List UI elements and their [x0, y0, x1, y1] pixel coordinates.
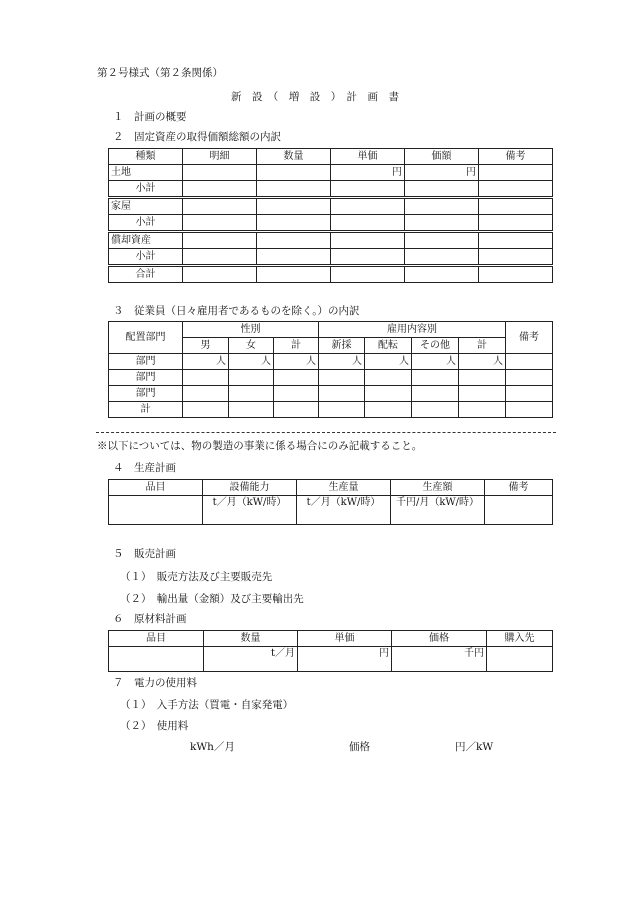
header-hire: 雇用内容別: [319, 322, 506, 338]
table-cell[interactable]: [183, 402, 229, 418]
price-label: 価格: [349, 741, 370, 753]
unit-person-label: 人: [319, 354, 365, 370]
section-7-heading: ７ 電力の使用料: [113, 677, 197, 689]
header-item: 品目: [109, 631, 204, 647]
table-row: [109, 232, 553, 249]
table-cell[interactable]: [274, 386, 319, 402]
table-cell[interactable]: [506, 402, 553, 418]
row-label: 部門: [109, 386, 183, 402]
section-4-heading: ４ 生産計画: [113, 462, 176, 474]
table-cell[interactable]: [506, 354, 553, 370]
table-cell[interactable]: [506, 386, 553, 402]
table-cell[interactable]: [412, 370, 459, 386]
table-cell[interactable]: [257, 215, 331, 232]
unit-label: 千円/月（kW/時）: [391, 496, 485, 525]
table-cell[interactable]: [183, 181, 257, 198]
table-cell[interactable]: [405, 232, 479, 249]
table-cell[interactable]: [405, 266, 479, 283]
header-output: 生産量: [297, 480, 391, 496]
table-cell[interactable]: [479, 198, 553, 215]
sub-transfer: 配転: [365, 338, 412, 354]
row-label: 部門: [109, 370, 183, 386]
table-cell[interactable]: [183, 370, 229, 386]
table-cell[interactable]: [459, 402, 506, 418]
yen-per-kw-label: 円／kW: [455, 741, 494, 753]
power-usage-item: （２） 使用料: [120, 720, 189, 732]
table-row: [109, 354, 553, 370]
header-capacity: 設備能力: [203, 480, 297, 496]
table-cell[interactable]: [183, 249, 257, 266]
sub-male: 男: [183, 338, 229, 354]
table-cell[interactable]: [257, 249, 331, 266]
employee-table: [108, 321, 553, 418]
unit-label: 千円: [392, 647, 487, 672]
table-cell[interactable]: [274, 402, 319, 418]
table-cell[interactable]: [479, 249, 553, 266]
table-cell[interactable]: [331, 249, 405, 266]
table-cell[interactable]: [319, 402, 365, 418]
table-cell[interactable]: [479, 266, 553, 283]
employee-header-row: [109, 322, 553, 338]
row-label: 小計: [109, 215, 183, 232]
table-cell[interactable]: [183, 386, 229, 402]
header-price: 価格: [392, 631, 487, 647]
row-label: 計: [109, 402, 183, 418]
table-cell[interactable]: [183, 198, 257, 215]
table-cell[interactable]: [459, 386, 506, 402]
table-row: [109, 165, 553, 181]
section-3-heading: ３ 従業員（日々雇用者であるものを除く。）の内訳: [113, 305, 360, 317]
table-cell[interactable]: [506, 370, 553, 386]
table-cell[interactable]: [229, 386, 274, 402]
table-row: [109, 266, 553, 283]
table-cell[interactable]: [412, 402, 459, 418]
fixed-asset-table: [108, 148, 553, 283]
sub-new-hire: 新採: [319, 338, 365, 354]
unit-person-label: 人: [365, 354, 412, 370]
table-row: [109, 198, 553, 215]
unit-person-label: 人: [229, 354, 274, 370]
row-label: 家屋: [109, 198, 183, 215]
table-cell[interactable]: [405, 249, 479, 266]
table-cell[interactable]: [365, 386, 412, 402]
header-kind: 種類: [109, 149, 183, 165]
sub-total: 計: [459, 338, 506, 354]
table-cell[interactable]: [109, 647, 204, 672]
header-supplier: 購入先: [487, 631, 553, 647]
table-cell[interactable]: [459, 370, 506, 386]
fixed-asset-header-row: [109, 149, 553, 165]
row-label: 小計: [109, 249, 183, 266]
header-remarks: 備考: [479, 149, 553, 165]
table-cell[interactable]: [257, 198, 331, 215]
manufacturing-note: ※以下については、物の製造の事業に係る場合にのみ記載すること。: [97, 440, 423, 452]
table-cell[interactable]: [487, 647, 553, 672]
sub-other: その他: [412, 338, 459, 354]
header-remarks: 備考: [506, 322, 553, 354]
header-unit-price: 単価: [298, 631, 392, 647]
production-header-row: [109, 480, 553, 496]
unit-person-label: 人: [412, 354, 459, 370]
table-cell[interactable]: [331, 266, 405, 283]
header-remarks: 備考: [485, 480, 553, 496]
table-row: [109, 386, 553, 402]
table-cell[interactable]: [412, 386, 459, 402]
table-cell[interactable]: [405, 198, 479, 215]
row-label: 部門: [109, 354, 183, 370]
header-amount: 価額: [405, 149, 479, 165]
table-cell[interactable]: [257, 266, 331, 283]
header-gender: 性別: [183, 322, 319, 338]
header-quantity: 数量: [204, 631, 298, 647]
sub-total: 計: [274, 338, 319, 354]
export-item: （２） 輸出量（金額）及び主要輸出先: [120, 593, 304, 605]
row-label: 小計: [109, 181, 183, 198]
table-cell[interactable]: [405, 215, 479, 232]
table-cell[interactable]: [479, 232, 553, 249]
table-row: [109, 496, 553, 525]
table-row: [109, 370, 553, 386]
header-detail: 明細: [183, 149, 257, 165]
unit-person-label: 人: [183, 354, 229, 370]
table-cell[interactable]: [331, 215, 405, 232]
table-cell[interactable]: [183, 165, 257, 181]
section-6-heading: ６ 原材料計画: [113, 613, 187, 625]
sub-female: 女: [229, 338, 274, 354]
table-row: [109, 249, 553, 266]
table-cell[interactable]: [183, 232, 257, 249]
unit-yen-label: 円: [331, 165, 405, 181]
section-1-heading: １ 計画の概要: [113, 111, 187, 123]
row-label: 土地: [109, 165, 183, 181]
dashed-divider: [96, 432, 556, 433]
table-cell[interactable]: [229, 402, 274, 418]
table-cell[interactable]: [479, 181, 553, 198]
header-item: 品目: [109, 480, 203, 496]
section-2-heading: ２ 固定資産の取得価額総額の内訳: [113, 131, 281, 143]
table-cell[interactable]: [109, 496, 203, 525]
unit-label: t／月: [204, 647, 298, 672]
sales-method-item: （１） 販売方法及び主要販売先: [120, 571, 273, 583]
header-dept: 配置部門: [109, 322, 183, 354]
table-cell[interactable]: [257, 232, 331, 249]
raw-material-header-row: [109, 631, 553, 647]
header-unit-price: 単価: [331, 149, 405, 165]
table-cell[interactable]: [319, 386, 365, 402]
table-cell[interactable]: [331, 181, 405, 198]
table-cell[interactable]: [331, 198, 405, 215]
header-quantity: 数量: [257, 149, 331, 165]
table-cell[interactable]: [183, 215, 257, 232]
table-row: [109, 215, 553, 232]
section-5-heading: ５ 販売計画: [113, 548, 176, 560]
row-label: 償却資産: [109, 232, 183, 249]
header-output-value: 生産額: [391, 480, 485, 496]
table-cell[interactable]: [229, 370, 274, 386]
document-title: 新 設 （ 増 設 ） 計 画 書: [231, 91, 399, 103]
table-cell[interactable]: [479, 165, 553, 181]
unit-person-label: 人: [459, 354, 506, 370]
form-number-label: 第２号様式（第２条関係）: [97, 67, 223, 79]
table-cell[interactable]: [274, 370, 319, 386]
table-row: [109, 402, 553, 418]
table-row: [109, 647, 553, 672]
unit-label: t／月（kW/時）: [297, 496, 391, 525]
table-cell[interactable]: [183, 266, 257, 283]
table-cell[interactable]: [365, 370, 412, 386]
table-cell[interactable]: [485, 496, 553, 525]
raw-material-table: [108, 630, 553, 672]
unit-label: t／月（kW/時）: [203, 496, 297, 525]
table-cell[interactable]: [257, 181, 331, 198]
table-cell[interactable]: [365, 402, 412, 418]
power-source-item: （１） 入手方法（買電・自家発電）: [120, 699, 294, 711]
table-cell[interactable]: [405, 181, 479, 198]
unit-label: 円: [298, 647, 392, 672]
unit-yen-label: 円: [405, 165, 479, 181]
table-row: [109, 181, 553, 198]
production-plan-table: [108, 479, 553, 525]
kwh-per-month-label: kWh／月: [190, 741, 235, 753]
row-label: 合計: [109, 266, 183, 283]
table-cell[interactable]: [331, 232, 405, 249]
table-cell[interactable]: [257, 165, 331, 181]
table-cell[interactable]: [479, 215, 553, 232]
table-cell[interactable]: [319, 370, 365, 386]
unit-person-label: 人: [274, 354, 319, 370]
